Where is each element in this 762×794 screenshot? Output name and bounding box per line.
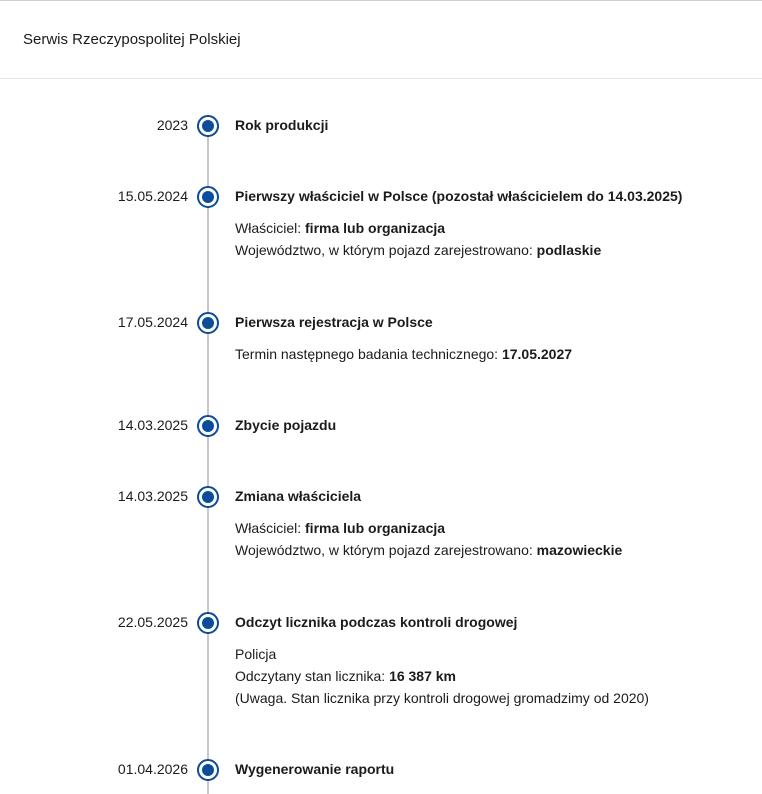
event-body bbox=[235, 486, 755, 561]
event-date: 2023 bbox=[156, 117, 188, 133]
timeline-dot-icon bbox=[197, 186, 219, 208]
detail-owner bbox=[235, 517, 755, 539]
detail-label: Odczytany stan licznika: bbox=[235, 668, 390, 684]
timeline-dot-icon bbox=[197, 415, 219, 437]
vehicle-history-timeline bbox=[0, 79, 762, 794]
timeline-dot-icon bbox=[197, 759, 219, 781]
event-date: 22.05.2025 bbox=[117, 614, 188, 630]
event-details bbox=[235, 343, 755, 365]
event-body bbox=[235, 115, 755, 135]
event-body bbox=[235, 612, 755, 709]
event-date: 15.05.2024 bbox=[117, 188, 188, 204]
timeline-dot-icon bbox=[197, 312, 219, 334]
detail-odometer bbox=[235, 665, 755, 687]
detail-value: podlaskie bbox=[536, 242, 602, 258]
event-title: Rok produkcji bbox=[235, 117, 329, 133]
detail-note bbox=[235, 687, 755, 709]
event-details bbox=[235, 643, 755, 709]
event-date: 01.04.2026 bbox=[117, 761, 188, 777]
detail-value: 16 387 km bbox=[389, 668, 457, 684]
event-body bbox=[235, 415, 755, 435]
event-title: Wygenerowanie raportu bbox=[235, 761, 395, 777]
detail-label: Właściciel: bbox=[235, 220, 306, 236]
event-body bbox=[235, 312, 755, 365]
event-details bbox=[235, 517, 755, 561]
detail-voivodeship bbox=[235, 539, 755, 561]
event-date: 14.03.2025 bbox=[117, 488, 188, 504]
timeline-dot-icon bbox=[197, 115, 219, 137]
detail-voivodeship bbox=[235, 239, 755, 261]
detail-value: firma lub organizacja bbox=[305, 220, 446, 236]
event-title: Pierwsza rejestracja w Polsce bbox=[235, 314, 433, 330]
detail-source bbox=[235, 643, 755, 665]
event-title: Zmiana właściciela bbox=[235, 488, 362, 504]
timeline-line bbox=[207, 125, 209, 794]
detail-owner bbox=[235, 217, 755, 239]
detail-label: Województwo, w którym pojazd zarejestrowano: bbox=[235, 542, 537, 558]
detail-label: Termin następnego badania technicznego: bbox=[235, 346, 502, 362]
detail-label: Właściciel: bbox=[235, 520, 306, 536]
detail-value: mazowieckie bbox=[536, 542, 623, 558]
detail-label: Województwo, w którym pojazd zarejestrowano: bbox=[235, 242, 537, 258]
event-date: 17.05.2024 bbox=[117, 314, 188, 330]
event-title: Pierwszy właściciel w Polsce (pozostał właścicielem do 14.03.2025) bbox=[235, 188, 683, 204]
detail-value: firma lub organizacja bbox=[305, 520, 446, 536]
detail-next-inspection bbox=[235, 343, 755, 365]
timeline-dot-icon bbox=[197, 612, 219, 634]
service-name: Serwis Rzeczypospolitej Polskiej bbox=[23, 31, 241, 48]
detail-label: (Uwaga. Stan licznika przy kontroli drogowej gromadzimy od 2020) bbox=[235, 690, 649, 706]
event-date: 14.03.2025 bbox=[117, 417, 188, 433]
detail-label: Policja bbox=[235, 646, 277, 662]
timeline-dot-icon bbox=[197, 486, 219, 508]
header bbox=[0, 1, 762, 79]
event-body bbox=[235, 186, 755, 261]
event-title: Odczyt licznika podczas kontroli drogowej bbox=[235, 614, 518, 630]
detail-value: 17.05.2027 bbox=[501, 346, 573, 362]
event-details bbox=[235, 217, 755, 261]
event-body bbox=[235, 759, 755, 779]
event-title: Zbycie pojazdu bbox=[235, 417, 337, 433]
